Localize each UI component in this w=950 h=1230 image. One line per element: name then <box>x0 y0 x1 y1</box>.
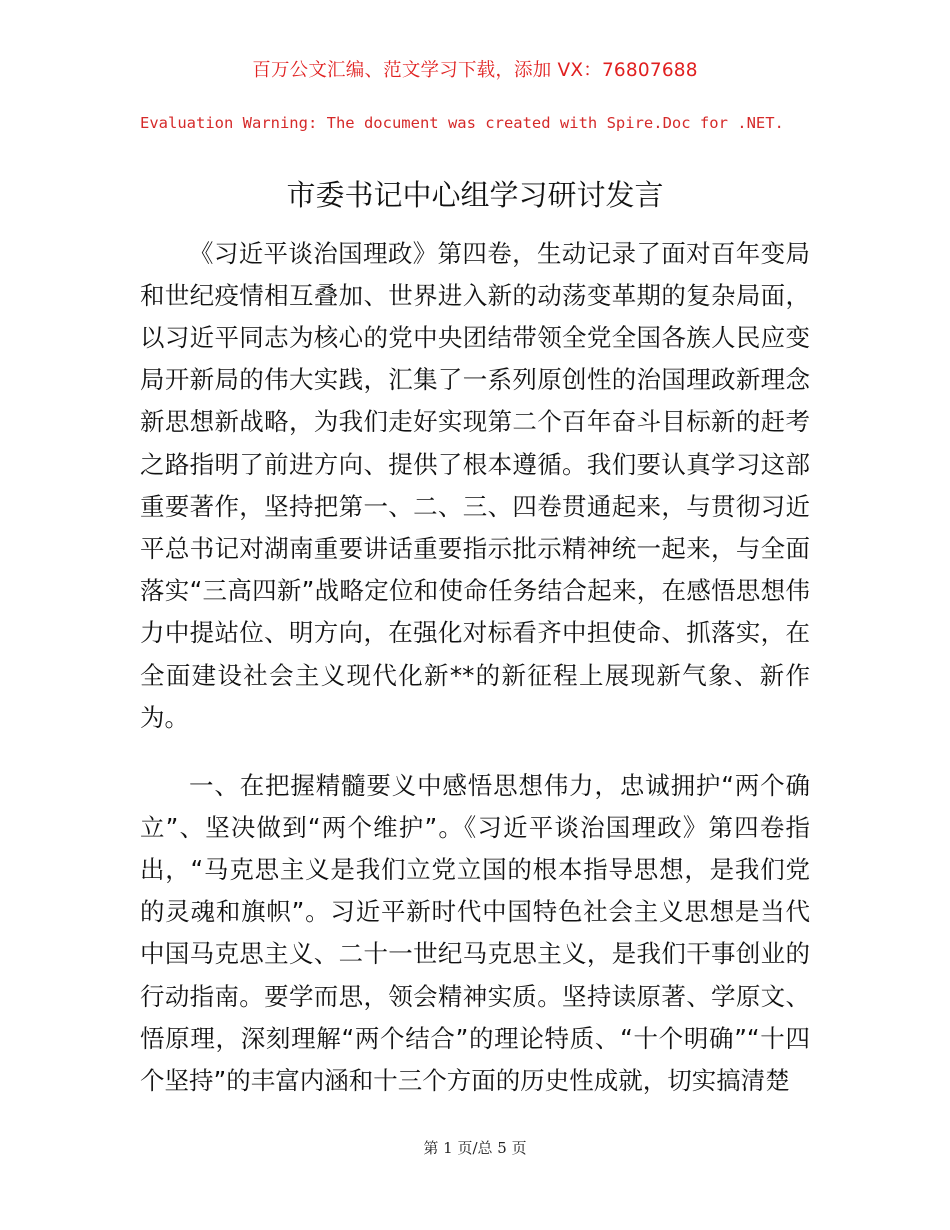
evaluation-warning: Evaluation Warning: The document was created with Spire.Doc for .NET. <box>140 114 784 132</box>
body-paragraph: 《习近平谈治国理政》第四卷，生动记录了面对百年变局和世纪疫情相互叠加、世界进入新的动荡变革期的复杂局面，以习近平同志为核心的党中央团结带领全党全国各族人民应变局开新局的伟大实践，汇集了一系列原创性的治国理政新理念新思想新战略，为我们走好实现第二个百年奋斗目标新的赶考之路指明了前进方向、提供了根本遵循。我们要认真学习这部重要著作，坚持把第一、二、三、四卷贯通起来，与贯彻习近平总书记对湖南重要讲话重要指示批示精神统一起来，与全面落实“三高四新”战略定位和使命任务结合起来，在感悟思想伟力中提站位、明方向，在强化对标看齐中担使命、抓落实，在全面建设社会主义现代化新**的新征程上展现新气象、新作为。 <box>140 238 810 732</box>
page-number: 第 1 页/总 5 页 <box>423 1139 527 1157</box>
body-paragraph: 一、在把握精髓要义中感悟思想伟力，忠诚拥护“两个确立”、坚决做到“两个维护”。《习近平谈治国理政》第四卷指出，“马克思主义是我们立党立国的根本指导思想，是我们党的灵魂和旗帜”。习近平新时代中国特色社会主义思想是当代中国马克思主义、二十一世纪马克思主义，是我们干事创业的行动指南。要学而思，领会精神实质。坚持读原著、学原文、悟原理，深刻理解“两个结合”的理论特质、“十个明确”“十四个坚持”的丰富内涵和十三个方面的历史性成就，切实搞清楚 <box>140 770 810 1095</box>
promo-banner: 百万公文汇编、范文学习下载，添加 VX：76807688 <box>252 60 698 81</box>
document-title: 市委书记中心组学习研讨发言 <box>286 178 664 213</box>
